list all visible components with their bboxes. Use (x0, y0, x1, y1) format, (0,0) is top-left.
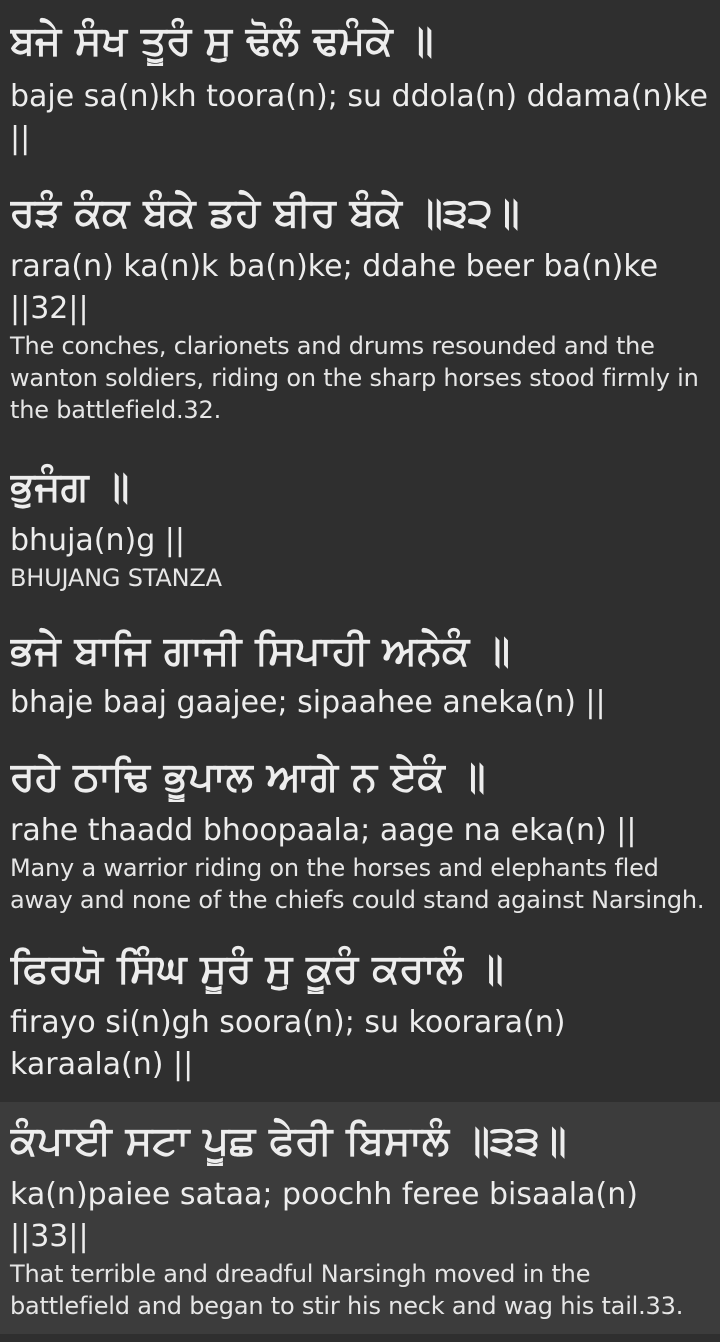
gurmukhi-text: ਬਜੇ ਸੰਖ ਤੂਰੰ ਸੁ ਢੋਲੰ ਢਮੰਕੇ ॥ (10, 18, 434, 64)
translation-text: Many a warrior riding on the horses and elephants fled away and none of the chiefs could stand against Narsingh. (10, 854, 705, 914)
verse-line-4[interactable] (0, 594, 720, 724)
translation-text: BHUJANG STANZA (10, 564, 222, 592)
transliteration-text: rahe thaadd bhoopaala; aage na eka(n) || (10, 813, 637, 848)
verse-line-2[interactable] (0, 160, 720, 426)
gurmukhi-text: ਭੁਜੰਗ ॥ (10, 464, 130, 510)
verse-line-5[interactable] (0, 724, 720, 916)
verse-line-6[interactable] (0, 916, 720, 1102)
transliteration-text: baje sa(n)kh toora(n); su ddola(n) ddama(n)ke || (10, 79, 708, 156)
verse-line-3[interactable] (0, 426, 720, 594)
transliteration-text: bhuja(n)g || (10, 523, 186, 558)
verse-line-1[interactable] (0, 0, 720, 160)
gurmukhi-text: ਫਿਰਯੋ ਸਿੰਘ ਸੂਰੰ ਸੁ ਕੂਰੰ ਕਰਾਲੰ ॥ (10, 946, 504, 992)
translation-text: The conches, clarionets and drums resounded and the wanton soldiers, riding on the sharp horses stood firmly in the battlefield.32. (10, 332, 699, 424)
transliteration-text: rara(n) ka(n)k ba(n)ke; ddahe beer ba(n)ke ||32|| (10, 249, 659, 326)
transliteration-text: bhaje baaj gaajee; sipaahee aneka(n) || (10, 685, 606, 720)
gurmukhi-text: ਭਜੇ ਬਾਜਿ ਗਾਜੀ ਸਿਪਾਹੀ ਅਨੇਕੰ ॥ (10, 628, 511, 674)
transliteration-text: ka(n)paiee sataa; poochh feree bisaala(n) ||33|| (10, 1177, 638, 1254)
gurmukhi-text: ਰੜੰ ਕੰਕ ਬੰਕੇ ਡਹੇ ਬੀਰ ਬੰਕੇ ॥੩੨॥ (10, 190, 520, 236)
gurmukhi-text: ਕੰਪਾਈ ਸਟਾ ਪੂਛ ਫੇਰੀ ਬਿਸਾਲੰ ॥੩੩॥ (10, 1118, 567, 1164)
gurmukhi-text: ਰਹੇ ਠਾਢਿ ਭੂਪਾਲ ਆਗੇ ਨ ਏਕੰ ॥ (10, 754, 486, 800)
translation-text: That terrible and dreadful Narsingh moved in the battlefield and began to stir his neck and wag his tail.33. (10, 1260, 684, 1320)
transliteration-text: firayo si(n)gh soora(n); su koorara(n) karaala(n) || (10, 1005, 566, 1082)
verse-line-7-selected[interactable] (0, 1102, 720, 1334)
